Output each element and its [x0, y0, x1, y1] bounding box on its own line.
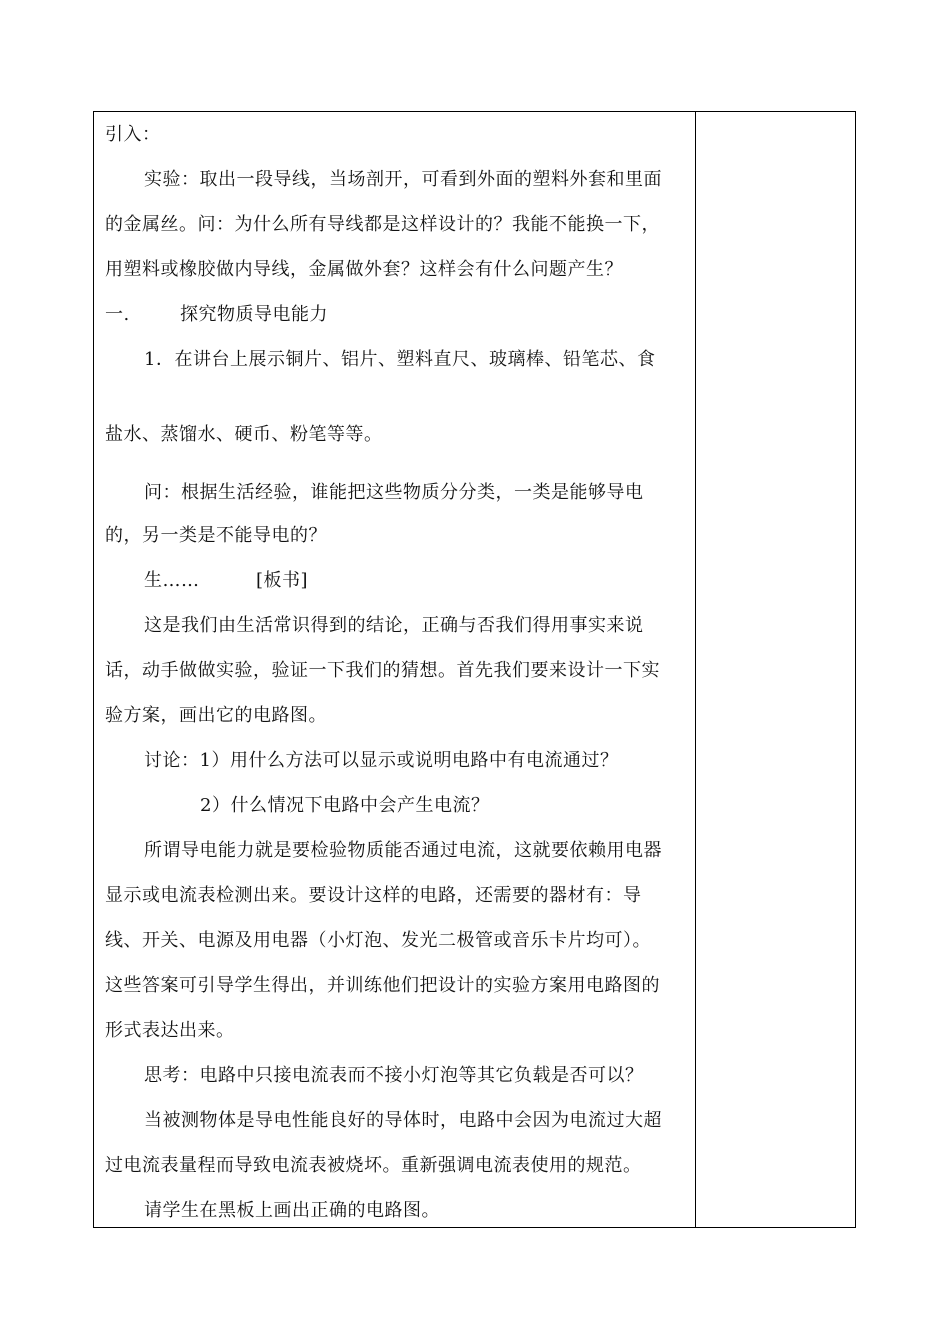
notes-cell: [696, 112, 855, 1227]
paragraph-line: 的，另一类是不能导电的？: [105, 525, 327, 546]
intro-heading: 引入：: [105, 124, 161, 145]
paragraph-line: 显示或电流表检测出来。要设计这样的电路，还需要的器材有：导: [105, 885, 642, 906]
student-response: 生……: [144, 570, 200, 591]
lesson-table: [93, 111, 856, 1228]
section-number: 一.: [105, 304, 130, 325]
paragraph-line: 1．在讲台上展示铜片、铝片、塑料直尺、玻璃棒、铅笔芯、食: [144, 349, 656, 370]
paragraph-line: 请学生在黑板上画出正确的电路图。: [144, 1200, 440, 1221]
paragraph-line: 线、开关、电源及用电器（小灯泡、发光二极管或音乐卡片均可）。: [105, 930, 651, 951]
thinking-question: 思考：电路中只接电流表而不接小灯泡等其它负载是否可以？: [144, 1065, 644, 1086]
paragraph-line: 的金属丝。问：为什么所有导线都是这样设计的？我能不能换一下，: [105, 214, 660, 235]
paragraph-line: 话，动手做做实验，验证一下我们的猜想。首先我们要来设计一下实: [105, 660, 660, 681]
discussion-line: 2）什么情况下电路中会产生电流？: [200, 795, 490, 816]
paragraph-line: 当被测物体是导电性能良好的导体时，电路中会因为电流过大超: [144, 1110, 662, 1131]
paragraph-line: 形式表达出来。: [105, 1020, 235, 1041]
paragraph-line: 问：根据生活经验，谁能把这些物质分分类，一类是能够导电: [144, 482, 644, 503]
paragraph-line: 盐水、蒸馏水、硬币、粉笔等等。: [105, 424, 383, 445]
paragraph-line: 这些答案可引导学生得出，并训练他们把设计的实验方案用电路图的: [105, 975, 660, 996]
discussion-line: 讨论：1）用什么方法可以显示或说明电路中有电流通过？: [144, 750, 619, 771]
paragraph-line: 过电流表量程而导致电流表被烧坏。重新强调电流表使用的规范。: [105, 1155, 642, 1176]
paragraph-line: 所谓导电能力就是要检验物质能否通过电流，这就要依赖用电器: [144, 840, 662, 861]
paragraph-line: 用塑料或橡胶做内导线，金属做外套？这样会有什么问题产生？: [105, 259, 623, 280]
section-heading: 探究物质导电能力: [180, 304, 328, 325]
paragraph-line: 实验：取出一段导线，当场剖开，可看到外面的塑料外套和里面: [144, 169, 662, 190]
paragraph-line: 这是我们由生活常识得到的结论，正确与否我们得用事实来说: [144, 615, 644, 636]
board-note: [板书]: [256, 570, 309, 591]
paragraph-line: 验方案，画出它的电路图。: [105, 705, 327, 726]
